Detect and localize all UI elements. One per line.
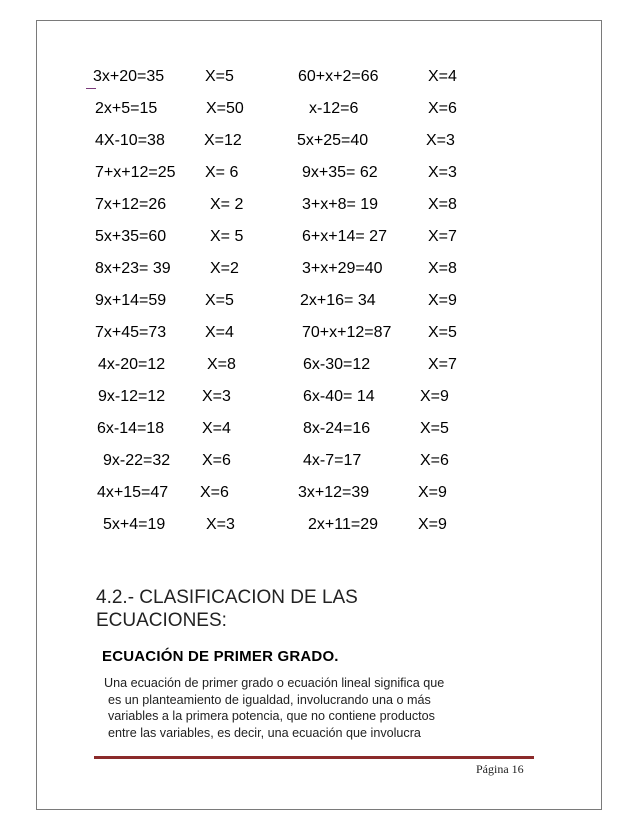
solution: X=3 bbox=[426, 132, 455, 149]
solution: X= 2 bbox=[210, 196, 244, 213]
solution: X=8 bbox=[428, 260, 457, 277]
equation: 4x-20=12 bbox=[98, 356, 166, 373]
equation: 5x+4=19 bbox=[103, 516, 166, 533]
solution: X=7 bbox=[428, 356, 457, 373]
equation: x-12=6 bbox=[309, 100, 359, 117]
paragraph bbox=[104, 675, 524, 741]
equation: 9x-12=12 bbox=[98, 388, 166, 405]
subheading: ECUACIÓN DE PRIMER GRADO. bbox=[102, 648, 339, 665]
equation: 8x-24=16 bbox=[303, 420, 371, 437]
equation: 8x+23= 39 bbox=[95, 260, 171, 277]
equation: 7+x+12=25 bbox=[95, 164, 176, 181]
equation: 6x-14=18 bbox=[97, 420, 165, 437]
solution: X=6 bbox=[200, 484, 229, 501]
equation: 5x+35=60 bbox=[95, 228, 167, 245]
solution: X=4 bbox=[205, 324, 234, 341]
equation: 6x-30=12 bbox=[303, 356, 371, 373]
equation: 6x-40= 14 bbox=[303, 388, 375, 405]
solution: X=8 bbox=[428, 196, 457, 213]
solution: X=3 bbox=[428, 164, 457, 181]
solution: X=8 bbox=[207, 356, 236, 373]
equation: 2x+11=29 bbox=[308, 516, 378, 533]
solution: X=50 bbox=[206, 100, 244, 117]
solution: X=9 bbox=[418, 516, 447, 533]
equation: 6+x+14= 27 bbox=[302, 228, 387, 245]
equation: 5x+25=40 bbox=[297, 132, 369, 149]
solution: X=6 bbox=[428, 100, 457, 117]
solution: X=5 bbox=[205, 68, 234, 85]
solution: X=9 bbox=[418, 484, 447, 501]
equation: 3x+12=39 bbox=[298, 484, 370, 501]
equation: 3+x+8= 19 bbox=[302, 196, 379, 213]
solution: X=3 bbox=[206, 516, 235, 533]
solution: X=9 bbox=[428, 292, 457, 309]
equation: 2x+5=15 bbox=[95, 100, 158, 117]
solution: X= 5 bbox=[210, 228, 244, 245]
solution: X=4 bbox=[428, 68, 457, 85]
solution: X=5 bbox=[420, 420, 449, 437]
solution: X=5 bbox=[205, 292, 234, 309]
equation: 3x+20=35 bbox=[93, 68, 165, 85]
solution: X=12 bbox=[204, 132, 242, 149]
page-number: Página 16 bbox=[476, 762, 524, 776]
solution: X=4 bbox=[202, 420, 231, 437]
solution: X=7 bbox=[428, 228, 457, 245]
solution: X= 6 bbox=[205, 164, 239, 181]
equation: 60+x+2=66 bbox=[298, 68, 379, 85]
equation: 2x+16= 34 bbox=[300, 292, 376, 309]
solution: X=9 bbox=[420, 388, 449, 405]
solution: X=6 bbox=[420, 452, 449, 469]
paragraph-line: es un planteamiento de igualdad, involucrando una o más bbox=[108, 692, 431, 707]
paragraph-line: variables a la primera potencia, que no contiene productos bbox=[108, 709, 435, 723]
equation: 7x+12=26 bbox=[95, 196, 167, 213]
equation: 7x+45=73 bbox=[95, 324, 167, 341]
footer-rule bbox=[94, 756, 534, 759]
equation: 70+x+12=87 bbox=[302, 324, 392, 341]
solution: X=5 bbox=[428, 324, 457, 341]
equation: 9x-22=32 bbox=[103, 452, 171, 469]
equation: 4x+15=47 bbox=[97, 484, 169, 501]
equation: 3+x+29=40 bbox=[302, 260, 383, 277]
paragraph-line: Una ecuación de primer grado o ecuación lineal significa que bbox=[104, 676, 445, 690]
solution: X=6 bbox=[202, 452, 231, 469]
margin-mark bbox=[86, 88, 96, 89]
section-heading: 4.2.- CLASIFICACION DE LAS ECUACIONES: bbox=[96, 587, 358, 631]
paragraph-line: entre las variables, es decir, una ecuación que involucra bbox=[108, 725, 421, 740]
equation: 4X-10=38 bbox=[95, 132, 165, 149]
equation: 4x-7=17 bbox=[303, 452, 362, 469]
solution: X=3 bbox=[202, 388, 231, 405]
equation: 9x+35= 62 bbox=[302, 164, 378, 181]
equation: 9x+14=59 bbox=[95, 292, 167, 309]
solution: X=2 bbox=[210, 260, 239, 277]
